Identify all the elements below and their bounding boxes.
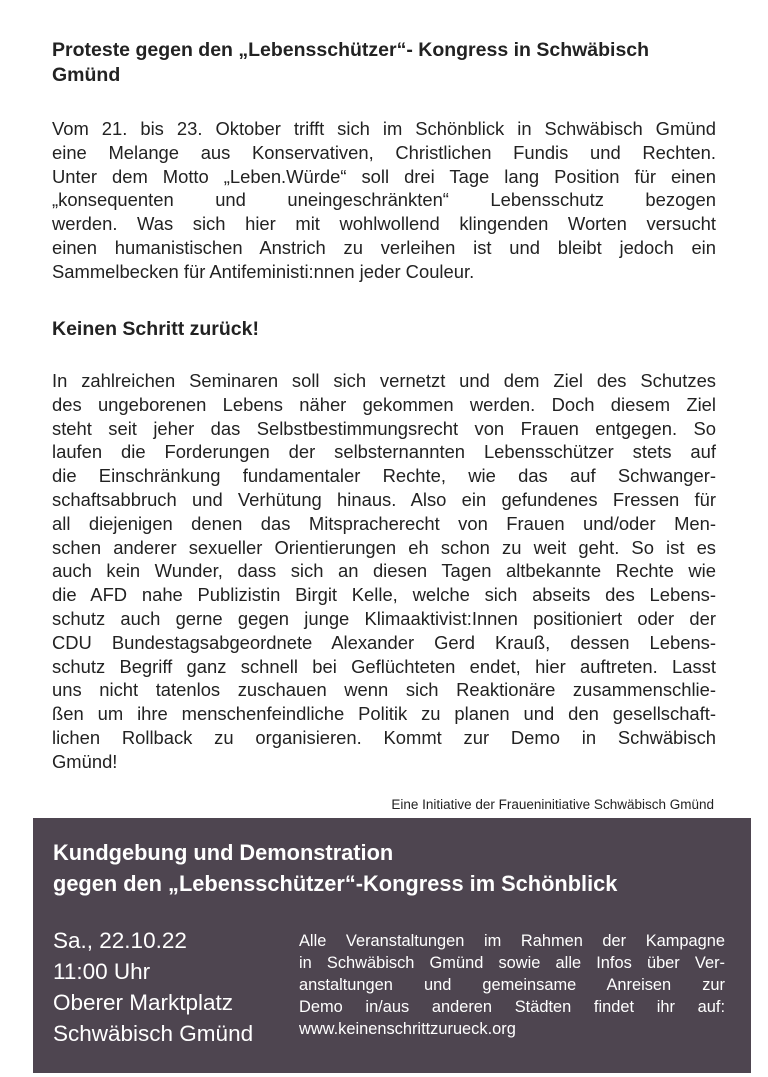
- body-paragraph: [52, 369, 716, 774]
- info-line: anstaltungen und gemeinsame Anreisen zur: [299, 976, 725, 994]
- website-link[interactable]: www.keinenschrittzurueck.org: [299, 1020, 516, 1038]
- paragraph-line: werden. Was sich hier mit wohlwollend klingenden Worten versucht: [52, 213, 716, 235]
- event-details: [53, 925, 303, 1049]
- article-title-line: Proteste gegen den „Lebensschützer“- Kongress in Schwäbisch: [52, 39, 650, 61]
- event-date: Sa., 22.10.22: [53, 928, 187, 953]
- paragraph-line: Sammelbecken für Antifeministi:nnen jeder Couleur.: [52, 260, 475, 282]
- initiative-credit: Eine Initiative der Fraueninitiative Schwäbisch Gmünd: [391, 797, 714, 812]
- info-line: Alle Veranstaltungen im Rahmen der Kampagne: [299, 932, 725, 950]
- event-banner: [33, 818, 751, 1073]
- paragraph-line: einen humanistischen Anstrich zu verleihen ist und bleibt jedoch ein: [52, 236, 716, 258]
- banner-title-line: Kundgebung und Demonstration: [53, 840, 394, 865]
- paragraph-line: eine Melange aus Konservativen, Christlichen Fundis und Rechten.: [52, 141, 716, 163]
- intro-paragraph: [52, 117, 716, 284]
- paragraph-line: CDU Bundestagsabgeordnete Alexander Gerd Krauß, dessen Lebens-: [52, 631, 716, 653]
- paragraph-line: schen anderer sexueller Orientierungen eh schon zu weit geht. So ist es: [52, 536, 716, 558]
- info-line: in Schwäbisch Gmünd sowie alle Infos über Ver-: [299, 954, 725, 972]
- paragraph-line: steht seit jeher das Selbstbestimmungsrecht von Frauen entgegen. So: [52, 417, 716, 439]
- paragraph-line: die AFD nahe Publizistin Birgit Kelle, welche sich abseits des Lebens-: [52, 584, 716, 606]
- paragraph-line: auch kein Wunder, dass sich an diesen Tagen altbekannte Rechte wie: [52, 560, 716, 582]
- event-time: 11:00 Uhr: [53, 959, 151, 984]
- article-title-line: Gmünd: [52, 64, 121, 86]
- article-title: [52, 38, 716, 88]
- paragraph-line: laufen die Forderungen der selbsternannten Lebensschützer stets auf: [52, 441, 716, 463]
- info-line: Demo in/aus anderen Städten findet ihr auf:: [299, 998, 725, 1016]
- paragraph-line: Vom 21. bis 23. Oktober trifft sich im Schönblick in Schwäbisch Gmünd: [52, 118, 716, 139]
- banner-title: [53, 837, 743, 899]
- paragraph-line: lichen Rollback zu organisieren. Kommt zur Demo in Schwäbisch: [52, 726, 716, 748]
- banner-title-line: gegen den „Lebensschützer“-Kongress im Schönblick: [53, 871, 618, 896]
- paragraph-line: ßen um ihre menschenfeindliche Politik zu planen und den gesellschaft-: [52, 703, 716, 725]
- section-heading: Keinen Schritt zurück!: [52, 318, 259, 340]
- paragraph-line: schutz auch gerne gegen junge Klimaaktivist:Innen positioniert oder der: [52, 607, 716, 629]
- event-place: Oberer Marktplatz: [53, 990, 234, 1015]
- paragraph-line: „konsequenten und uneingeschränkten“ Lebensschutz bezogen: [52, 189, 716, 211]
- paragraph-line: Gmünd!: [52, 750, 118, 772]
- paragraph-line: schutz Begriff ganz schnell bei Geflüchteten endet, hier auftreten. Lasst: [52, 655, 716, 677]
- paragraph-line: schaftsabbruch und Verhütung hinaus. Also ein gefundenes Fressen für: [52, 488, 716, 510]
- paragraph-line: Unter dem Motto „Leben.Würde“ soll drei Tage lang Position für einen: [52, 165, 716, 187]
- paragraph-line: uns nicht tatenlos zuschauen wenn sich Reaktionäre zusammenschlie-: [52, 679, 716, 701]
- paragraph-line: In zahlreichen Seminaren soll sich vernetzt und dem Ziel des Schutzes: [52, 370, 716, 391]
- paragraph-line: die Einschränkung fundamentaler Rechte, wie das auf Schwanger-: [52, 465, 716, 487]
- event-city: Schwäbisch Gmünd: [53, 1021, 254, 1046]
- event-info: [299, 930, 725, 1040]
- paragraph-line: all diejenigen denen das Mitspracherecht von Frauen und/oder Men-: [52, 512, 716, 534]
- paragraph-line: des ungeborenen Lebens näher gekommen werden. Doch diesem Ziel: [52, 393, 716, 415]
